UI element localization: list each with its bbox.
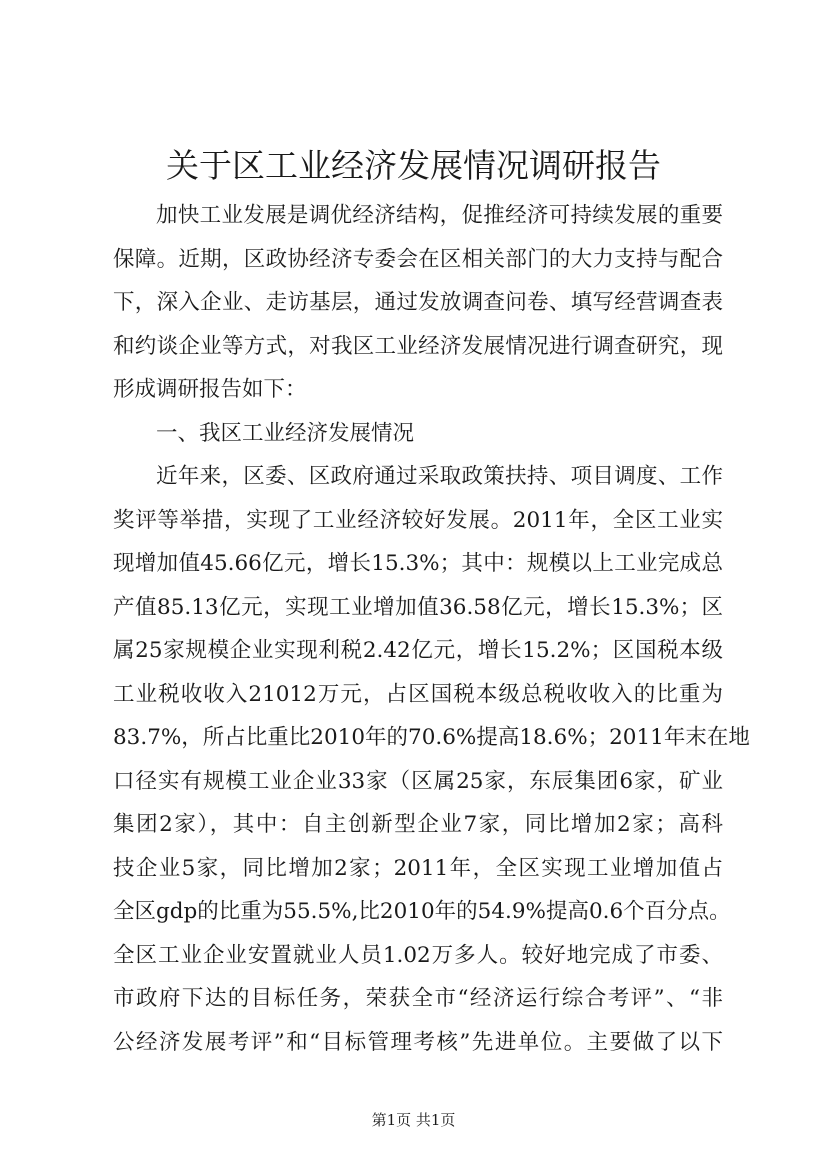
document-body <box>113 194 750 1064</box>
text-line: 奖评等举措，实现了工业经济较好发展。2011年，全区工业实 <box>113 507 723 533</box>
text-line: 保障。近期，区政协经济专委会在区相关部门的大力支持与配合 <box>113 246 723 272</box>
heading-line: 一、我区工业经济发展情况 <box>156 420 415 446</box>
page-footer: 第1页 共1页 <box>371 1111 456 1129</box>
text-line: 近年来，区委、区政府通过采取政策扶持、项目调度、工作 <box>156 464 723 489</box>
text-line: 工业税收收入21012万元，占区国税本级总税收收入的比重为 <box>113 681 723 707</box>
text-line: 形成调研报告如下： <box>113 377 307 402</box>
text-line: 产值85.13亿元，实现工业增加值36.58亿元，增长15.3%；区 <box>113 594 723 620</box>
text-line: 属25家规模企业实现利税2.42亿元，增长15.2%；区国税本级 <box>113 638 723 663</box>
paragraph-development <box>113 455 750 1064</box>
text-line: 全区gdp的比重为55.5%,比2010年的54.9%提高0.6个百分点。 <box>113 899 731 924</box>
text-line: 口径实有规模工业企业33家（区属25家，东辰集团6家，矿业 <box>113 768 723 794</box>
text-line: 现增加值45.66亿元，增长15.3%；其中：规模以上工业完成总 <box>113 551 723 576</box>
text-line: 全区工业企业安置就业人员1.02万多人。较好地完成了市委、 <box>113 942 723 968</box>
text-line: 和约谈企业等方式，对我区工业经济发展情况进行调查研究，现 <box>113 333 723 359</box>
paragraph-intro <box>113 194 723 412</box>
document-title: 关于区工业经济发展情况调研报告 <box>166 146 661 185</box>
text-line: 加快工业发展是调优经济结构，促推经济可持续发展的重要 <box>156 203 723 228</box>
text-line: 83.7%，所占比重比2010年的70.6%提高18.6%；2011年末在地 <box>113 725 750 750</box>
text-line: 市政府下达的目标任务，荣获全市“经济运行综合考评”、“非 <box>113 986 723 1011</box>
section-heading <box>113 412 723 456</box>
text-line: 下，深入企业、走访基层，通过发放调查问卷、填写经营调查表 <box>113 290 723 315</box>
text-line: 技企业5家，同比增加2家；2011年，全区实现工业增加值占 <box>113 855 723 881</box>
text-line: 公经济发展考评”和“目标管理考核”先进单位。主要做了以下 <box>113 1029 723 1055</box>
text-line: 集团2家），其中：自主创新型企业7家，同比增加2家；高科 <box>113 812 723 837</box>
